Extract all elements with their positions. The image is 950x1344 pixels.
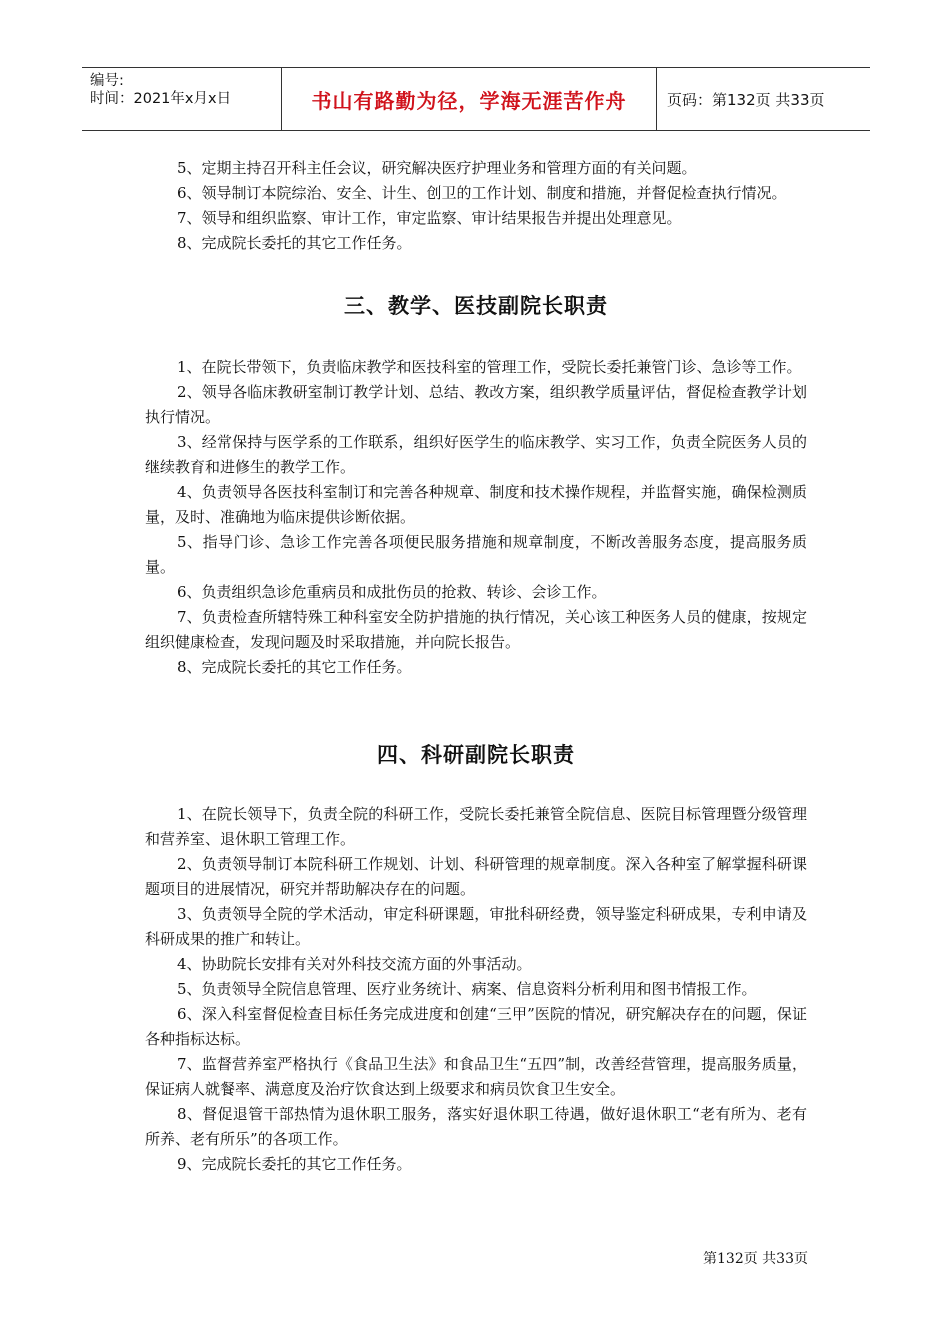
list-item: 8、完成院长委托的其它工作任务。	[177, 658, 412, 676]
list-item: 3、经常保持与医学系的工作联系，组织好医学生的临床教学、实习工作，负责全院医务人员的继续教育和进修生的教学工作。	[145, 433, 807, 476]
list-item: 7、领导和组织监察、审计工作，审定监察、审计结果报告并提出处理意见。	[177, 209, 682, 227]
list-item: 7、监督营养室严格执行《食品卫生法》和食品卫生“五四”制，改善经营管理，提高服务质量，保证病人就餐率、满意度及治疗饮食达到上级要求和病员饮食卫生安全。	[145, 1055, 807, 1098]
section-4-title: 四、科研副院长职责	[377, 742, 575, 767]
list-item: 9、完成院长委托的其它工作任务。	[177, 1155, 412, 1173]
header-motto: 书山有路勤为径，学海无涯苦作舟	[282, 68, 657, 130]
page-footer: 第132页 共33页	[703, 1251, 808, 1267]
list-item: 5、指导门诊、急诊工作完善各项便民服务措施和规章制度，不断改善服务态度，提高服务质量。	[145, 533, 807, 576]
top-items-block	[145, 156, 807, 256]
time-label: 时间：2021年x月x日	[90, 91, 232, 107]
list-item: 2、负责领导制订本院科研工作规划、计划、科研管理的规章制度。深入各种室了解掌握科研课题项目的进展情况，研究并帮助解决存在的问题。	[145, 855, 807, 898]
list-item: 6、负责组织急诊危重病员和成批伤员的抢救、转诊、会诊工作。	[177, 583, 607, 601]
section-3-title-wrap	[145, 290, 807, 320]
list-item: 4、负责领导各医技科室制订和完善各种规章、制度和技术操作规程，并监督实施，确保检测质量，及时、准确地为临床提供诊断依据。	[145, 483, 807, 526]
list-item: 1、在院长领导下，负责全院的科研工作，受院长委托兼管全院信息、医院目标管理暨分级管理和营养室、退休职工管理工作。	[145, 805, 807, 848]
section-3-body	[145, 355, 807, 680]
list-item: 6、深入科室督促检查目标任务完成进度和创建“三甲”医院的情况，研究解决存在的问题，保证各种指标达标。	[145, 1005, 807, 1048]
section-3-title: 三、教学、医技副院长职责	[344, 293, 608, 318]
list-item: 7、负责检查所辖特殊工种科室安全防护措施的执行情况，关心该工种医务人员的健康，按规定组织健康检查，发现问题及时采取措施，并向院长报告。	[145, 608, 807, 651]
list-item: 1、在院长带领下，负责临床教学和医技科室的管理工作，受院长委托兼管门诊、急诊等工作。	[177, 358, 802, 376]
list-item: 6、领导制订本院综治、安全、计生、创卫的工作计划、制度和措施，并督促检查执行情况。	[177, 184, 787, 202]
section-4-title-wrap	[145, 739, 807, 769]
code-label: 编号:	[90, 73, 124, 89]
list-item: 4、协助院长安排有关对外科技交流方面的外事活动。	[177, 955, 532, 973]
page-header	[82, 67, 870, 131]
list-item: 5、负责领导全院信息管理、医疗业务统计、病案、信息资料分析利用和图书情报工作。	[177, 980, 757, 998]
header-page-label: 页码：第132页 共33页	[667, 90, 825, 109]
list-item: 3、负责领导全院的学术活动，审定科研课题，审批科研经费，领导鉴定科研成果，专利申请及科研成果的推广和转让。	[145, 905, 807, 948]
list-item: 2、领导各临床教研室制订教学计划、总结、教改方案，组织教学质量评估，督促检查教学计划执行情况。	[145, 383, 807, 426]
list-item: 8、完成院长委托的其它工作任务。	[177, 234, 412, 252]
list-item: 8、督促退管干部热情为退休职工服务，落实好退休职工待遇，做好退休职工“老有所为、老有所养、老有所乐”的各项工作。	[145, 1105, 807, 1148]
header-info-cell	[82, 68, 282, 130]
list-item: 5、定期主持召开科主任会议，研究解决医疗护理业务和管理方面的有关问题。	[177, 159, 697, 177]
section-4-body	[145, 802, 807, 1177]
